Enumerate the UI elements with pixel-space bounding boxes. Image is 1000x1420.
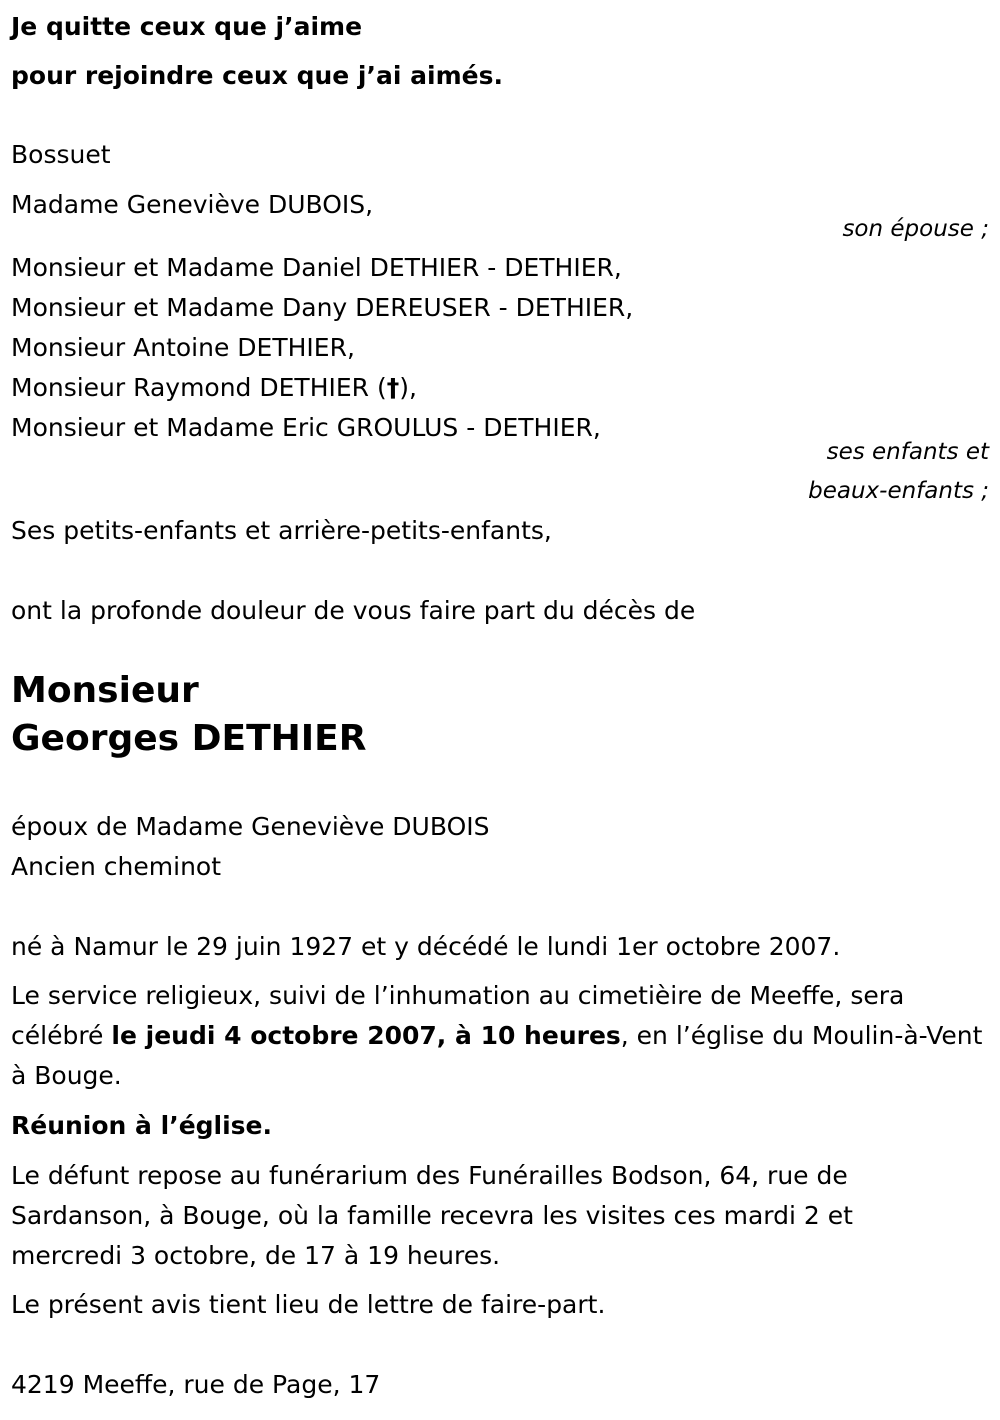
child-2: Monsieur et Madame Dany DEREUSER - DETHIER, — [11, 293, 634, 322]
quote-line-1: Je quitte ceux que j’aime — [11, 12, 363, 41]
occupation: Ancien cheminot — [11, 852, 222, 881]
service-date: le jeudi 4 octobre 2007, à 10 heures — [111, 1021, 621, 1050]
spouse-of: époux de Madame Geneviève DUBOIS — [11, 812, 490, 841]
child-4 — [11, 373, 417, 403]
child-1: Monsieur et Madame Daniel DETHIER - DETHIER, — [11, 253, 622, 282]
quote-line-2: pour rejoindre ceux que j’ai aimés. — [11, 61, 503, 90]
grandchildren: Ses petits-enfants et arrière-petits-enfants, — [11, 516, 552, 545]
service-line-1: Le service religieux, suivi de l’inhumation au cimetièire de Meeffe, sera — [11, 981, 905, 1010]
child-3: Monsieur Antoine DETHIER, — [11, 333, 355, 362]
service-line-2-pre: célébré — [11, 1021, 112, 1050]
child-5: Monsieur et Madame Eric GROULUS - DETHIER, — [11, 413, 601, 442]
spouse-relation: son épouse ; — [842, 216, 989, 242]
visitation-line-2: Sardanson, à Bouge, où la famille recevra les visites ces mardi 2 et — [11, 1201, 853, 1230]
service-line-2-post: , en l’église du Moulin-à-Vent — [620, 1021, 983, 1050]
notice: Le présent avis tient lieu de lettre de faire-part. — [11, 1290, 606, 1319]
child-4-name: Monsieur Raymond DETHIER ( — [11, 373, 387, 402]
service-line-3: à Bouge. — [11, 1061, 122, 1090]
place: Bossuet — [11, 140, 111, 169]
children-relation-1: ses enfants et — [826, 439, 989, 465]
spouse-name: Madame Geneviève DUBOIS, — [11, 190, 374, 219]
meeting: Réunion à l’église. — [11, 1111, 273, 1140]
deceased-name: Georges DETHIER — [11, 718, 367, 759]
cross-icon: † — [386, 373, 400, 402]
birth-death: né à Namur le 29 juin 1927 et y décédé le lundi 1er octobre 2007. — [11, 932, 841, 961]
children-relation-2: beaux-enfants ; — [808, 478, 989, 504]
visitation-line-1: Le défunt repose au funérarium des Funérailles Bodson, 64, rue de — [11, 1161, 848, 1190]
child-4-close: ), — [399, 373, 417, 402]
deceased-title: Monsieur — [11, 670, 199, 711]
visitation-line-3: mercredi 3 octobre, de 17 à 19 heures. — [11, 1241, 501, 1270]
address: 4219 Meeffe, rue de Page, 17 — [11, 1370, 381, 1399]
service-line-2 — [11, 1021, 982, 1051]
announcement: ont la profonde douleur de vous faire part du décès de — [11, 596, 696, 625]
